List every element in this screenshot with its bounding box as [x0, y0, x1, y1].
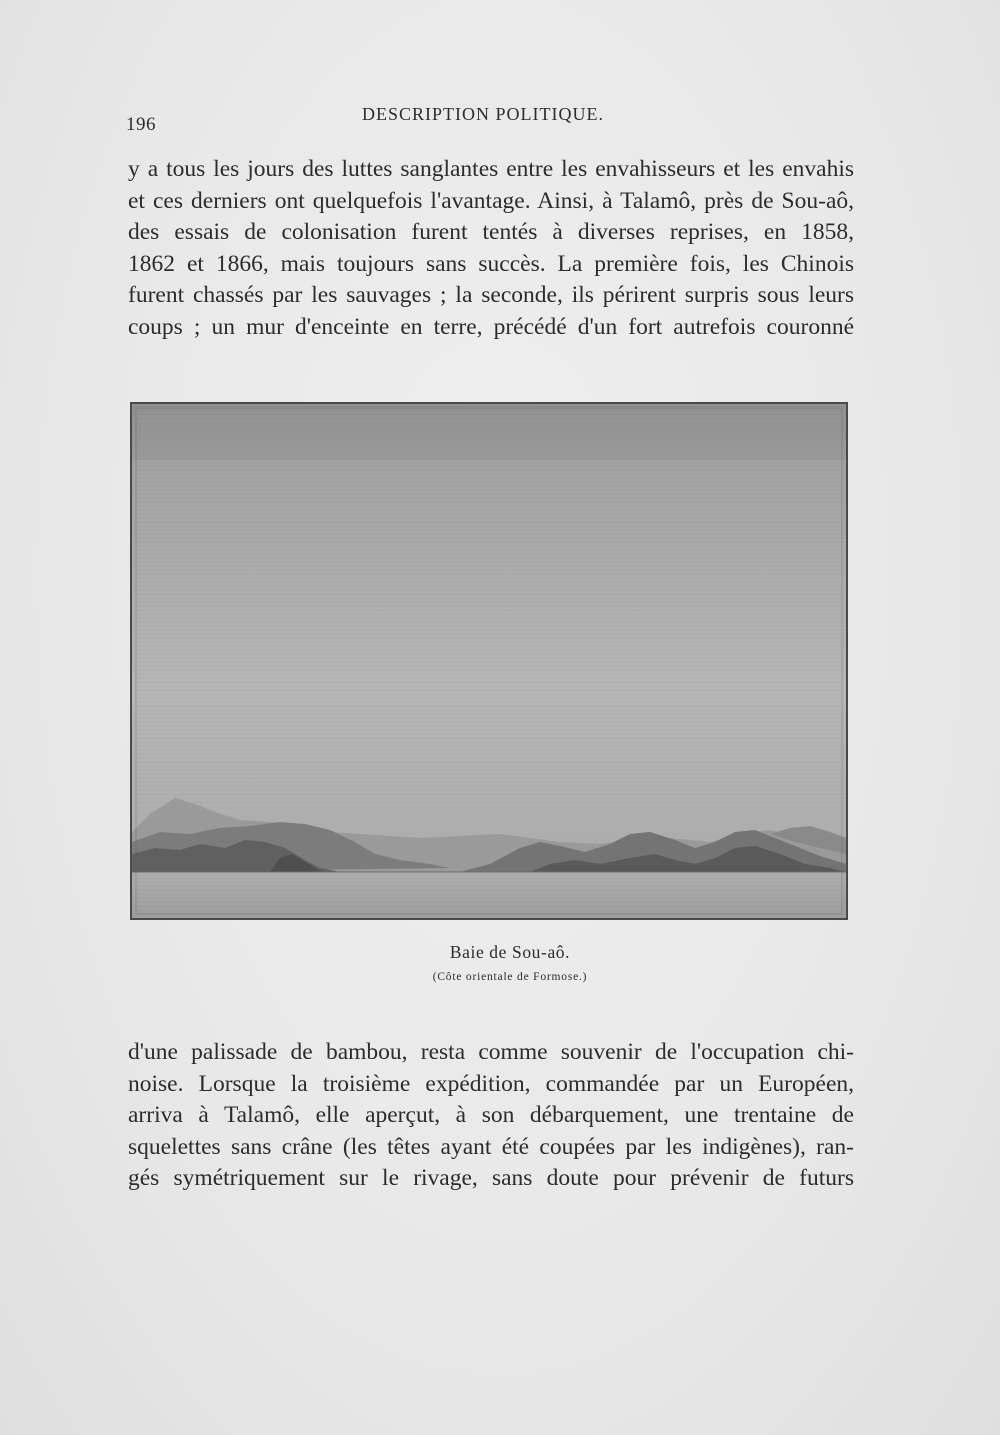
bay-engraving	[130, 402, 848, 920]
sky-texture	[132, 404, 846, 804]
text-line: coups ; un mur d'enceinte en terre, précédé d'un fort autrefois couronné	[128, 313, 854, 340]
text-line: squelettes sans crâne (les têtes ayant été coupées par les indigènes), ran-	[128, 1133, 854, 1160]
text-line: et ces derniers ont quelquefois l'avantage. Ainsi, à Talamô, près de Sou-aô,	[128, 187, 854, 214]
text-line: noise. Lorsque la troisième expédition, commandée par un Européen,	[128, 1070, 854, 1097]
paragraph-top	[128, 154, 854, 343]
text-line: arriva à Talamô, elle aperçut, à son débarquement, une trentaine de	[128, 1102, 854, 1128]
paragraph-bottom	[128, 1037, 854, 1195]
text-line: y a tous les jours des luttes sanglantes entre les envahisseurs et les envahis	[128, 156, 854, 182]
sea-texture	[132, 873, 846, 918]
text-line: furent chassés par les sauvages ; la seconde, ils périrent surpris sous leurs	[128, 282, 854, 308]
cloud-band	[132, 422, 846, 460]
text-line: 1862 et 1866, mais toujours sans succès. La première fois, les Chinois	[128, 250, 854, 277]
text-line: gés symétriquement sur le rivage, sans doute pour prévenir de futurs	[128, 1165, 854, 1191]
figure-caption-title: Baie de Sou-aô.	[449, 942, 571, 962]
text-line: des essais de colonisation furent tentés à diverses reprises, en 1858,	[128, 219, 854, 245]
text-line: d'une palissade de bambou, resta comme souvenir de l'occupation chi-	[128, 1039, 854, 1065]
figure-caption-subtitle: (Côte orientale de Formose.)	[432, 971, 588, 983]
landscape-illustration	[130, 402, 848, 920]
page-number: 196	[126, 114, 156, 135]
running-title: DESCRIPTION POLITIQUE.	[362, 104, 604, 124]
running-head	[126, 104, 856, 134]
